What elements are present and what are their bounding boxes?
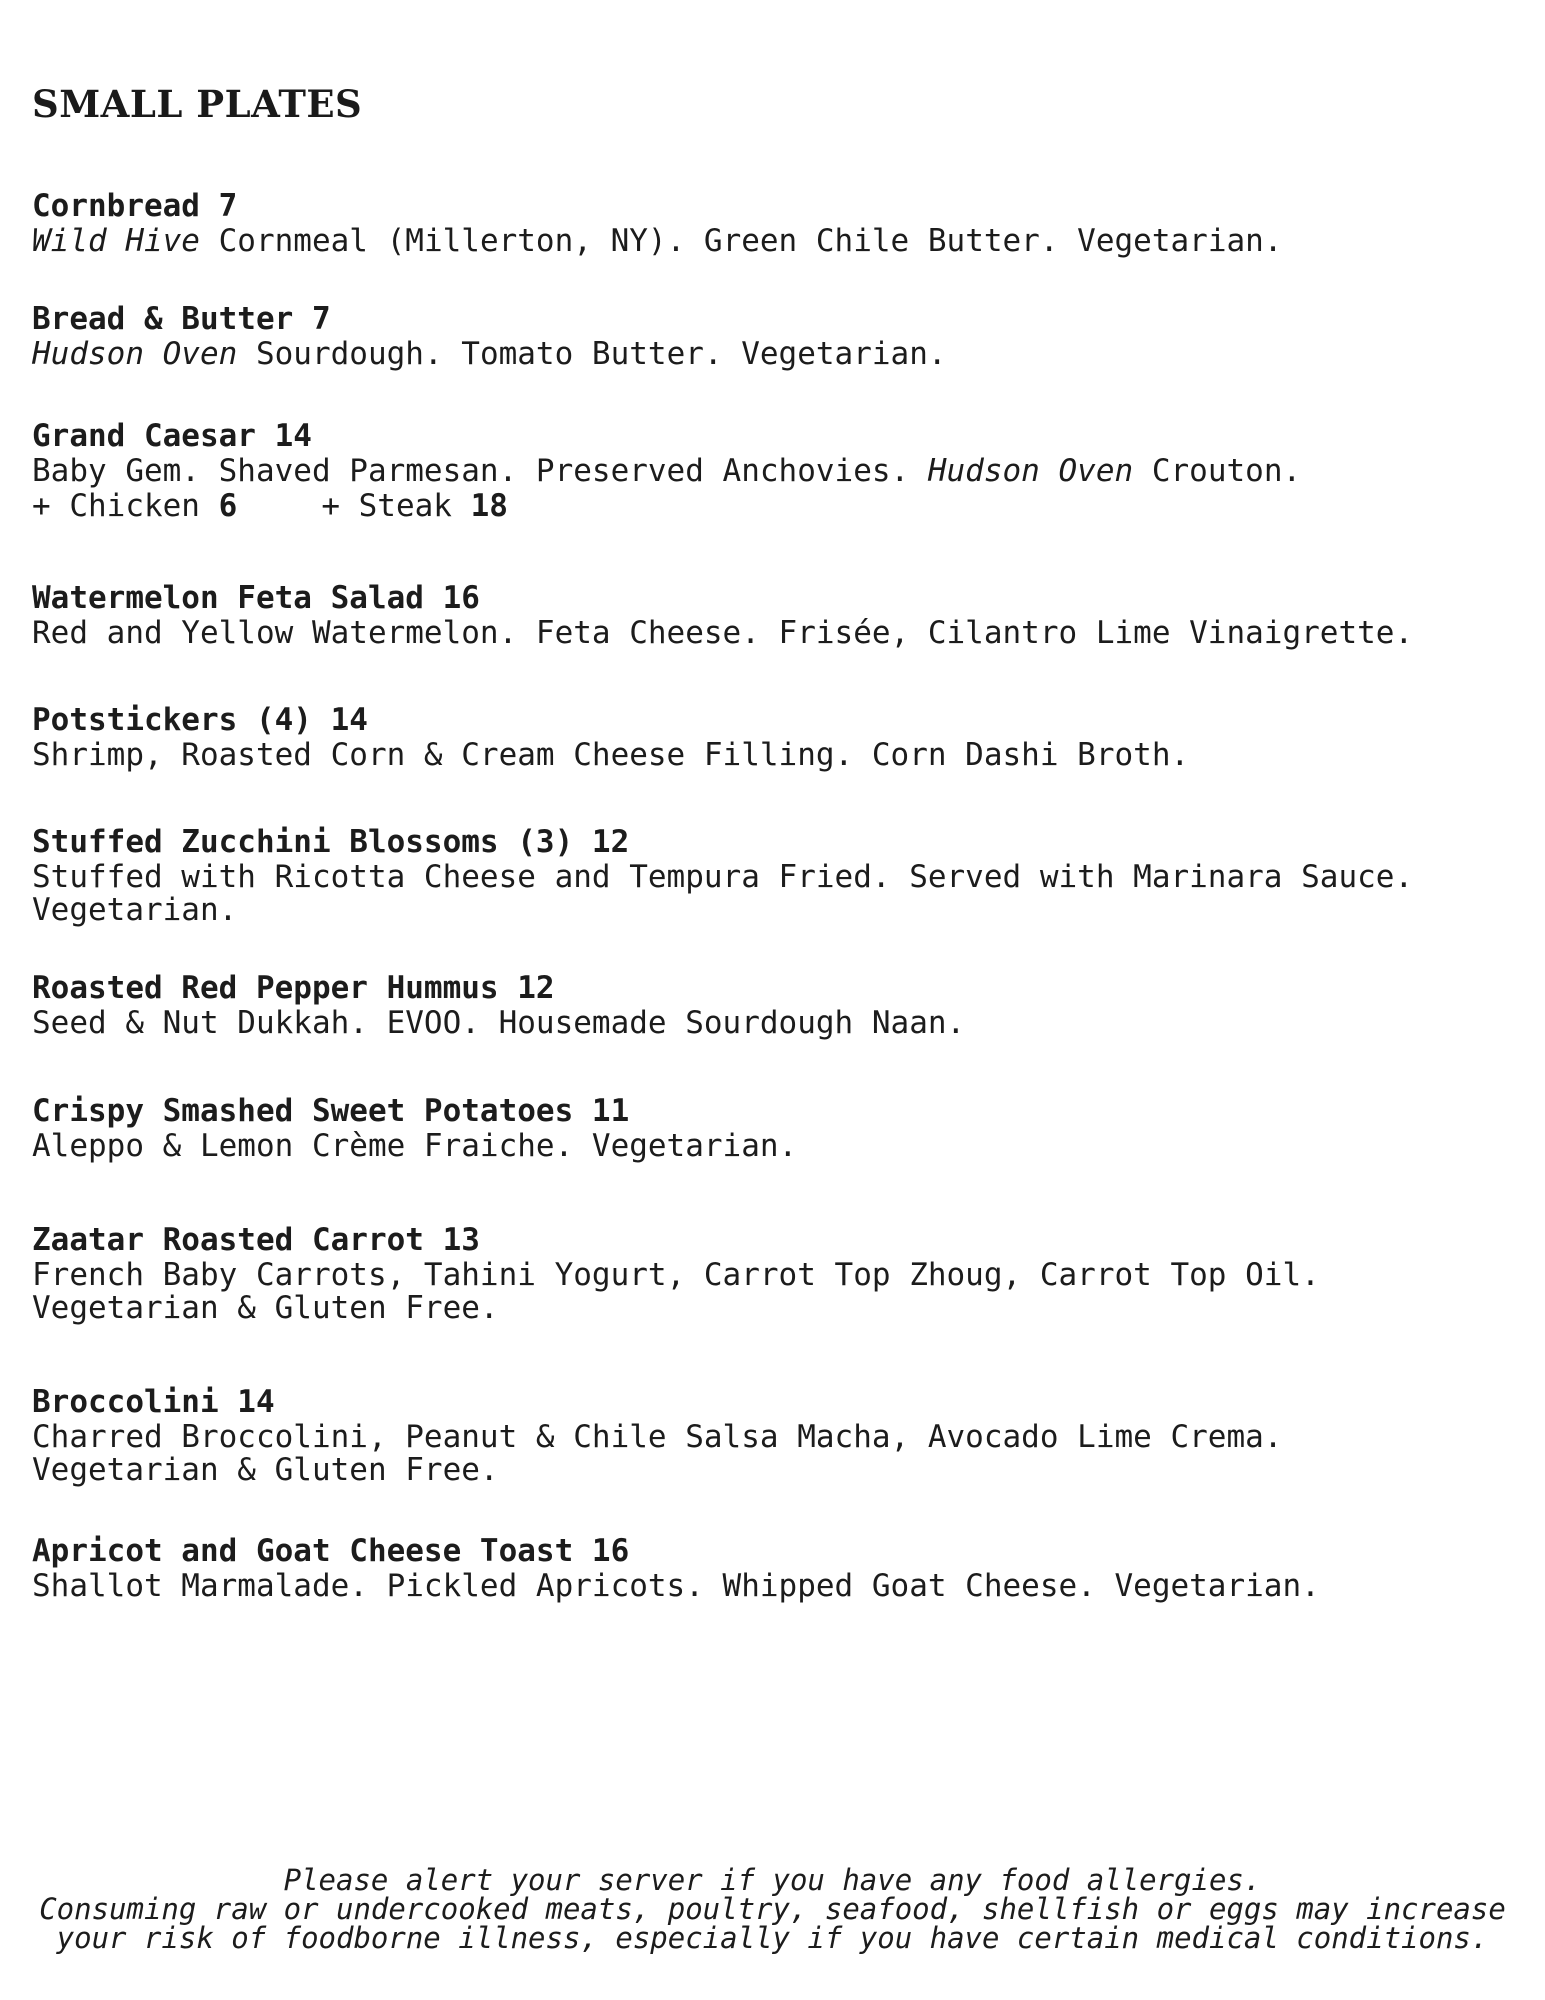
item-name: Broccolini 14 bbox=[32, 1384, 275, 1420]
menu-item-sweet-potatoes bbox=[32, 1092, 1522, 1163]
item-name: Bread & Butter 7 bbox=[32, 301, 331, 337]
item-name: Grand Caesar 14 bbox=[32, 418, 312, 454]
producer-name: Hudson Oven bbox=[927, 453, 1134, 489]
item-description: Shrimp, Roasted Corn & Cream Cheese Filling. Corn Dashi Broth. bbox=[32, 737, 1190, 773]
addon-price: 6 bbox=[218, 488, 238, 524]
menu-item-grand-caesar bbox=[32, 417, 1522, 525]
item-addons bbox=[32, 488, 1522, 525]
producer-name: Hudson Oven bbox=[32, 336, 238, 372]
item-description: Baby Gem. Shaved Parmesan. Preserved Anchovies. Hudson Oven Crouton. bbox=[32, 453, 1302, 489]
item-description: Shallot Marmalade. Pickled Apricots. Whipped Goat Cheese. Vegetarian. bbox=[32, 1568, 1320, 1604]
menu-item-red-pepper-hummus bbox=[32, 969, 1522, 1040]
item-description: French Baby Carrots, Tahini Yogurt, Carrot Top Zhoug, Carrot Top Oil. Vegetarian & Gluten Free. bbox=[32, 1257, 1320, 1326]
item-description: Red and Yellow Watermelon. Feta Cheese. Frisée, Cilantro Lime Vinaigrette. bbox=[32, 615, 1414, 651]
item-name: Zaatar Roasted Carrot 13 bbox=[32, 1222, 480, 1258]
menu-item-broccolini bbox=[32, 1383, 1522, 1487]
item-name: Roasted Red Pepper Hummus 12 bbox=[32, 970, 555, 1006]
menu-item-bread-butter bbox=[32, 300, 1522, 371]
menu-item-zaatar-carrot bbox=[32, 1221, 1522, 1325]
menu-item-potstickers bbox=[32, 701, 1522, 772]
item-name: Crispy Smashed Sweet Potatoes 11 bbox=[32, 1093, 630, 1129]
addon-steak: + Steak 18 bbox=[321, 488, 508, 524]
item-description: Wild Hive Cornmeal (Millerton, NY). Green Chile Butter. Vegetarian. bbox=[32, 223, 1283, 259]
item-description: Aleppo & Lemon Crème Fraiche. Vegetarian. bbox=[32, 1128, 798, 1164]
item-name: Potstickers (4) 14 bbox=[32, 702, 368, 738]
item-name: Stuffed Zucchini Blossoms (3) 12 bbox=[32, 824, 630, 860]
item-name: Cornbread 7 bbox=[32, 188, 238, 224]
allergy-disclaimer bbox=[0, 1863, 1545, 1955]
item-description: Hudson Oven Sourdough. Tomato Butter. Vegetarian. bbox=[32, 336, 947, 372]
item-description: Stuffed with Ricotta Cheese and Tempura Fried. Served with Marinara Sauce. Vegetarian. bbox=[32, 859, 1414, 928]
section-title: SMALL PLATES bbox=[32, 82, 363, 126]
menu-item-apricot-goat-cheese-toast bbox=[32, 1532, 1522, 1603]
item-name: Watermelon Feta Salad 16 bbox=[32, 580, 480, 616]
item-description: Charred Broccolini, Peanut & Chile Salsa Macha, Avocado Lime Crema. Vegetarian & Gluten Free. bbox=[32, 1419, 1283, 1488]
producer-name: Wild Hive bbox=[32, 223, 200, 259]
menu-item-cornbread bbox=[32, 187, 1522, 258]
disclaimer-line: Please alert your server if you have any food allergies. bbox=[283, 1863, 1262, 1897]
item-description: Seed & Nut Dukkah. EVOO. Housemade Sourdough Naan. bbox=[32, 1005, 966, 1041]
disclaimer-line: Consuming raw or undercooked meats, poultry, seafood, shellfish or eggs may increase bbox=[39, 1892, 1506, 1926]
addon-price: 18 bbox=[470, 488, 508, 524]
item-name: Apricot and Goat Cheese Toast 16 bbox=[32, 1533, 630, 1569]
menu-item-watermelon-feta-salad bbox=[32, 579, 1522, 650]
menu-item-stuffed-zucchini-blossoms bbox=[32, 823, 1522, 927]
disclaimer-line: your risk of foodborne illness, especially if you have certain medical conditions. bbox=[56, 1921, 1489, 1955]
addon-chicken: + Chicken 6 bbox=[32, 488, 238, 524]
